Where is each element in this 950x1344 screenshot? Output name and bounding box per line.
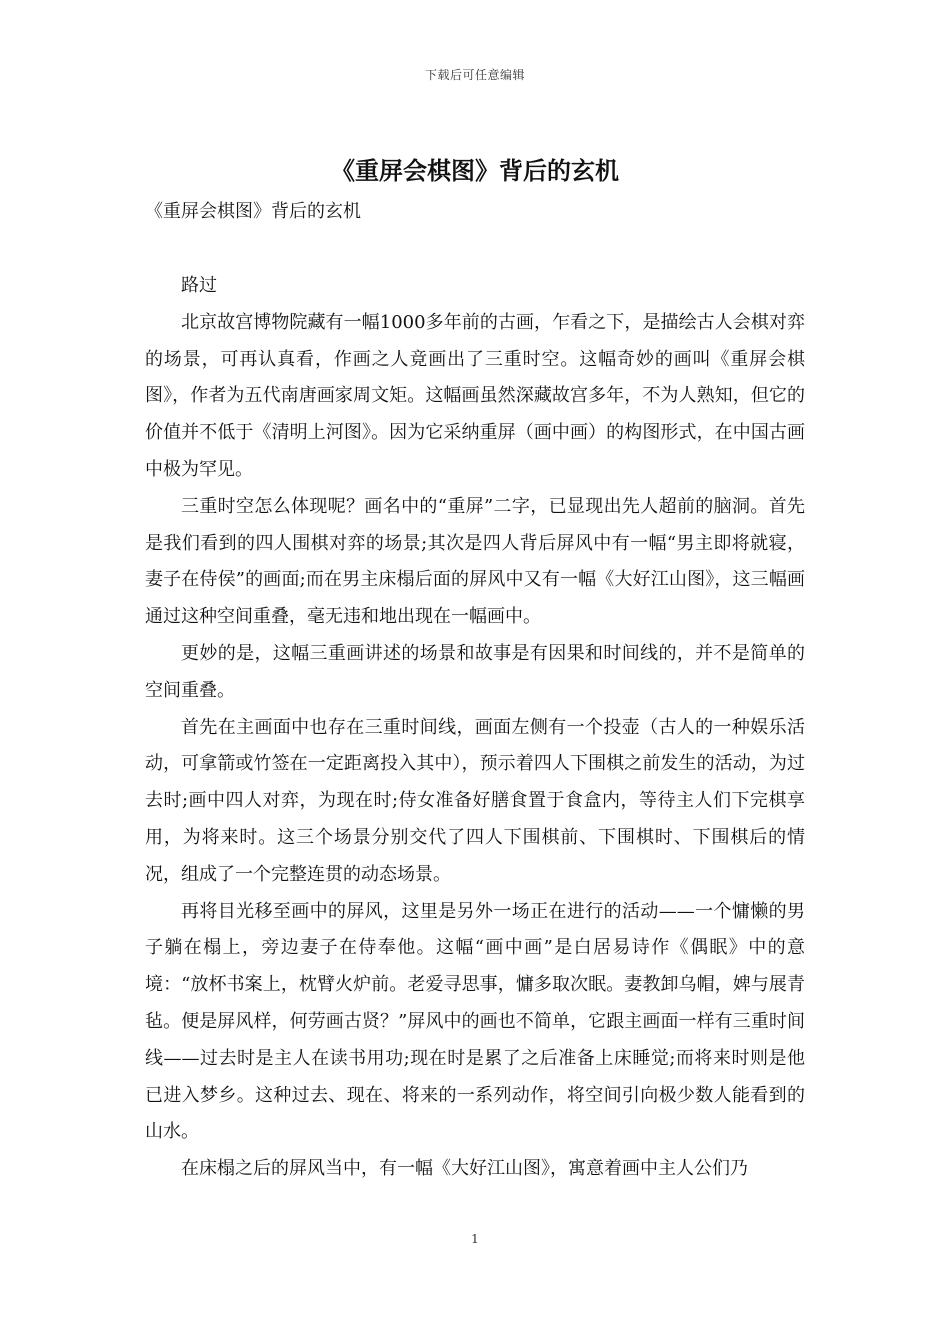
- page-number: 1: [471, 1232, 479, 1246]
- body-paragraph: 首先在主画面中也存在三重时间线，画面左侧有一个投壶（古人的一种娱乐活动，可拿箭或竹签在一定距离投入其中），预示着四人下围棋之前发生的活动，为过去时;画中四人对弈，为现在时;侍女准备好膳食置于食盒内，等待主人们下完棋享用，为将来时。这三个场景分别交代了四人下围棋前、下围棋时、下围棋后的情况，组成了一个完整连贯的动态场景。: [145, 716, 805, 885]
- body-paragraph: 更妙的是，这幅三重画讲述的场景和故事是有因果和时间线的，并不是简单的空间重叠。: [145, 642, 805, 701]
- document-body: [145, 268, 805, 1188]
- author-line: 路过: [181, 275, 217, 296]
- document-subtitle: 《重屏会棋图》背后的玄机: [145, 201, 361, 222]
- header-note: 下载后可任意编辑: [424, 68, 525, 82]
- body-paragraph: 三重时空怎么体现呢？画名中的“重屏”二字，已显现出先人超前的脑洞。首先是我们看到的四人围棋对弈的场景;其次是四人背后屏风中有一幅“男主即将就寝，妻子在侍侯”的画面;而在男主床榻后面的屏风中又有一幅《大好江山图》，这三幅画通过这种空间重叠，毫无违和地出现在一幅画中。: [145, 495, 805, 628]
- body-paragraph: 在床榻之后的屏风当中，有一幅《大好江山图》，寓意着画中主人公们乃: [181, 1158, 748, 1180]
- document-title: 《重屏会棋图》背后的玄机: [331, 156, 619, 185]
- body-paragraph: 再将目光移至画中的屏风，这里是另外一场正在进行的活动——一个慵懒的男子躺在榻上，旁边妻子在侍奉他。这幅“画中画”是白居易诗作《偶眠》中的意境：“放杯书案上，枕臂火炉前。老爱寻思事，慵多取次眠。妻教卸乌帽，婢与展青毡。便是屏风样，何劳画古贤？”屏风中的画也不简单，它跟主画面一样有三重时间线——过去时是主人在读书用功;现在时是累了之后准备上床睡觉;而将来时则是他已进入梦乡。这种过去、现在、将来的一系列动作，将空间引向极少数人能看到的山水。: [145, 900, 805, 1143]
- body-paragraph: 北京故宫博物院藏有一幅1000多年前的古画，乍看之下，是描绘古人会棋对弈的场景，可再认真看，作画之人竟画出了三重时空。这幅奇妙的画叫《重屏会棋图》，作者为五代南唐画家周文矩。这幅画虽然深藏故宫多年，不为人熟知，但它的价值并不低于《清明上河图》。因为它采纳重屏（画中画）的构图形式，在中国古画中极为罕见。: [145, 311, 805, 480]
